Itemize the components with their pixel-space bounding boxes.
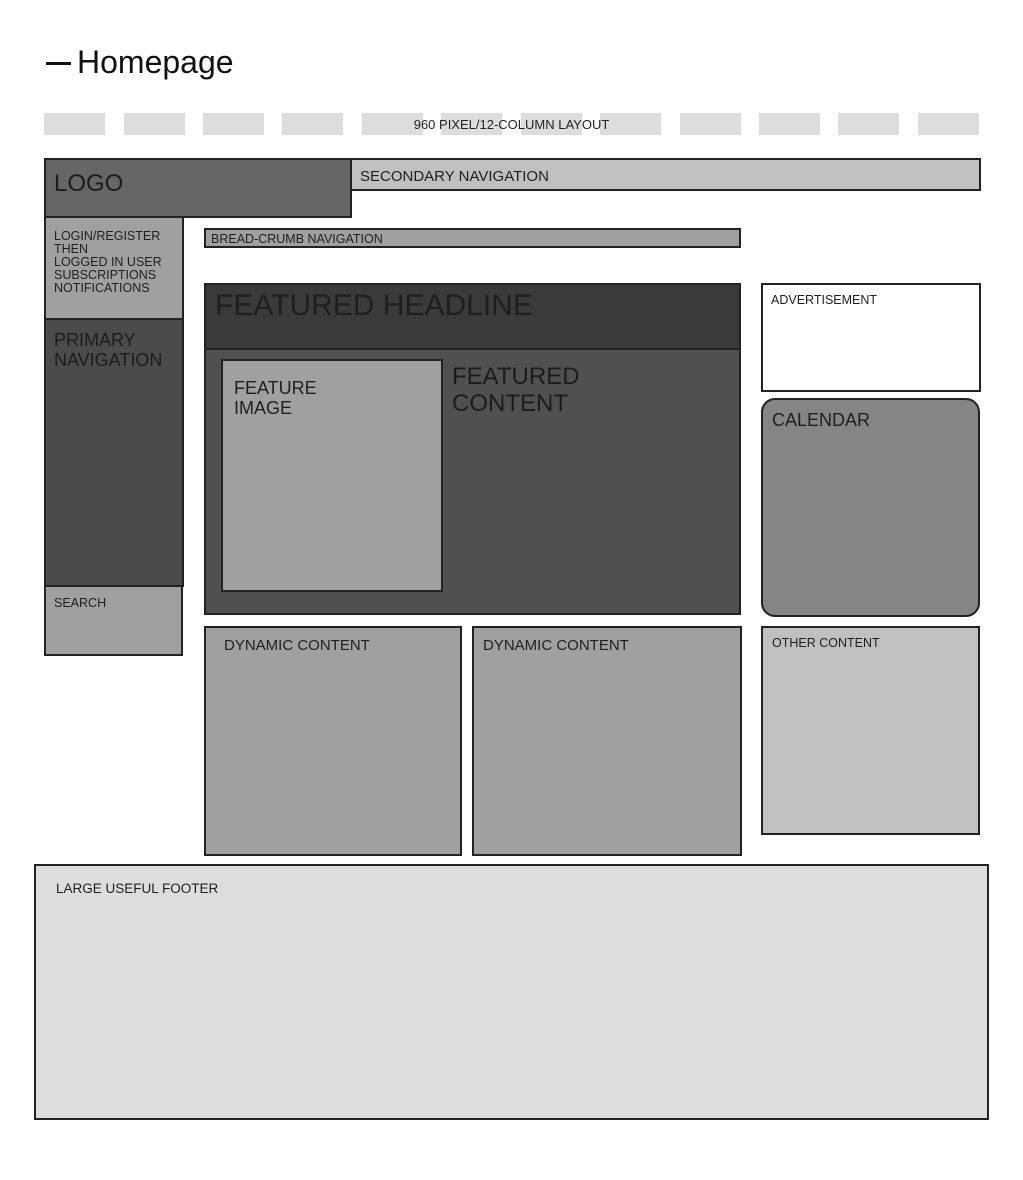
search-box[interactable]	[44, 585, 183, 656]
featured-content-label	[452, 363, 580, 417]
dynamic-content-label: DYNAMIC CONTENT	[224, 637, 370, 654]
feature-image-line: IMAGE	[234, 398, 293, 418]
search-label: SEARCH	[54, 596, 107, 610]
dynamic-content-box[interactable]	[204, 626, 462, 856]
featured-headline[interactable]	[204, 283, 741, 350]
primary-nav-line: NAVIGATION	[54, 350, 163, 370]
calendar-label: CALENDAR	[772, 410, 871, 430]
login-line: LOGGED IN USER	[54, 255, 162, 269]
advertisement[interactable]	[761, 283, 981, 392]
grid-label: 960 PIXEL/12-COLUMN LAYOUT	[413, 117, 610, 132]
logo-label: LOGO	[54, 170, 124, 197]
primary-navigation[interactable]	[44, 318, 184, 587]
grid-column	[759, 113, 820, 135]
other-content-label: OTHER CONTENT	[772, 636, 880, 650]
grid-column	[680, 113, 741, 135]
title-dash	[46, 62, 71, 65]
dynamic-content-label: DYNAMIC CONTENT	[483, 637, 629, 654]
login-line: NOTIFICATIONS	[54, 281, 150, 295]
page-title-text: Homepage	[77, 43, 234, 80]
secondary-navigation[interactable]	[350, 158, 981, 191]
login-lines	[54, 230, 162, 295]
login-line: THEN	[54, 242, 89, 256]
feature-image-line: FEATURE	[234, 378, 317, 398]
featured-headline-label: FEATURED HEADLINE	[215, 289, 533, 322]
page-title	[46, 42, 234, 82]
logo[interactable]	[44, 158, 352, 218]
featured-area	[204, 348, 741, 615]
breadcrumb[interactable]	[204, 228, 741, 248]
other-content[interactable]	[761, 626, 980, 835]
secondary-navigation-label: SECONDARY NAVIGATION	[360, 168, 549, 185]
feature-image-label	[234, 378, 317, 418]
dynamic-content-box[interactable]	[472, 626, 742, 856]
login-line: LOGIN/REGISTER	[54, 229, 161, 243]
grid-column	[838, 113, 899, 135]
advertisement-label: ADVERTISEMENT	[771, 293, 878, 307]
login-line: SUBSCRIPTIONS	[54, 268, 157, 282]
grid-column	[918, 113, 979, 135]
grid-column	[44, 113, 105, 135]
breadcrumb-label: BREAD-CRUMB NAVIGATION	[211, 232, 383, 246]
grid-column	[282, 113, 343, 135]
feature-image[interactable]	[221, 359, 443, 592]
grid-column	[203, 113, 264, 135]
grid-column	[124, 113, 185, 135]
login-register-box[interactable]	[44, 216, 184, 320]
primary-navigation-label	[54, 330, 162, 370]
footer-label: LARGE USEFUL FOOTER	[56, 881, 219, 896]
calendar[interactable]	[761, 398, 980, 617]
footer[interactable]	[34, 864, 989, 1120]
featured-content-line: CONTENT	[452, 390, 568, 417]
primary-nav-line: PRIMARY	[54, 330, 136, 350]
featured-content-line: FEATURED	[452, 363, 580, 390]
